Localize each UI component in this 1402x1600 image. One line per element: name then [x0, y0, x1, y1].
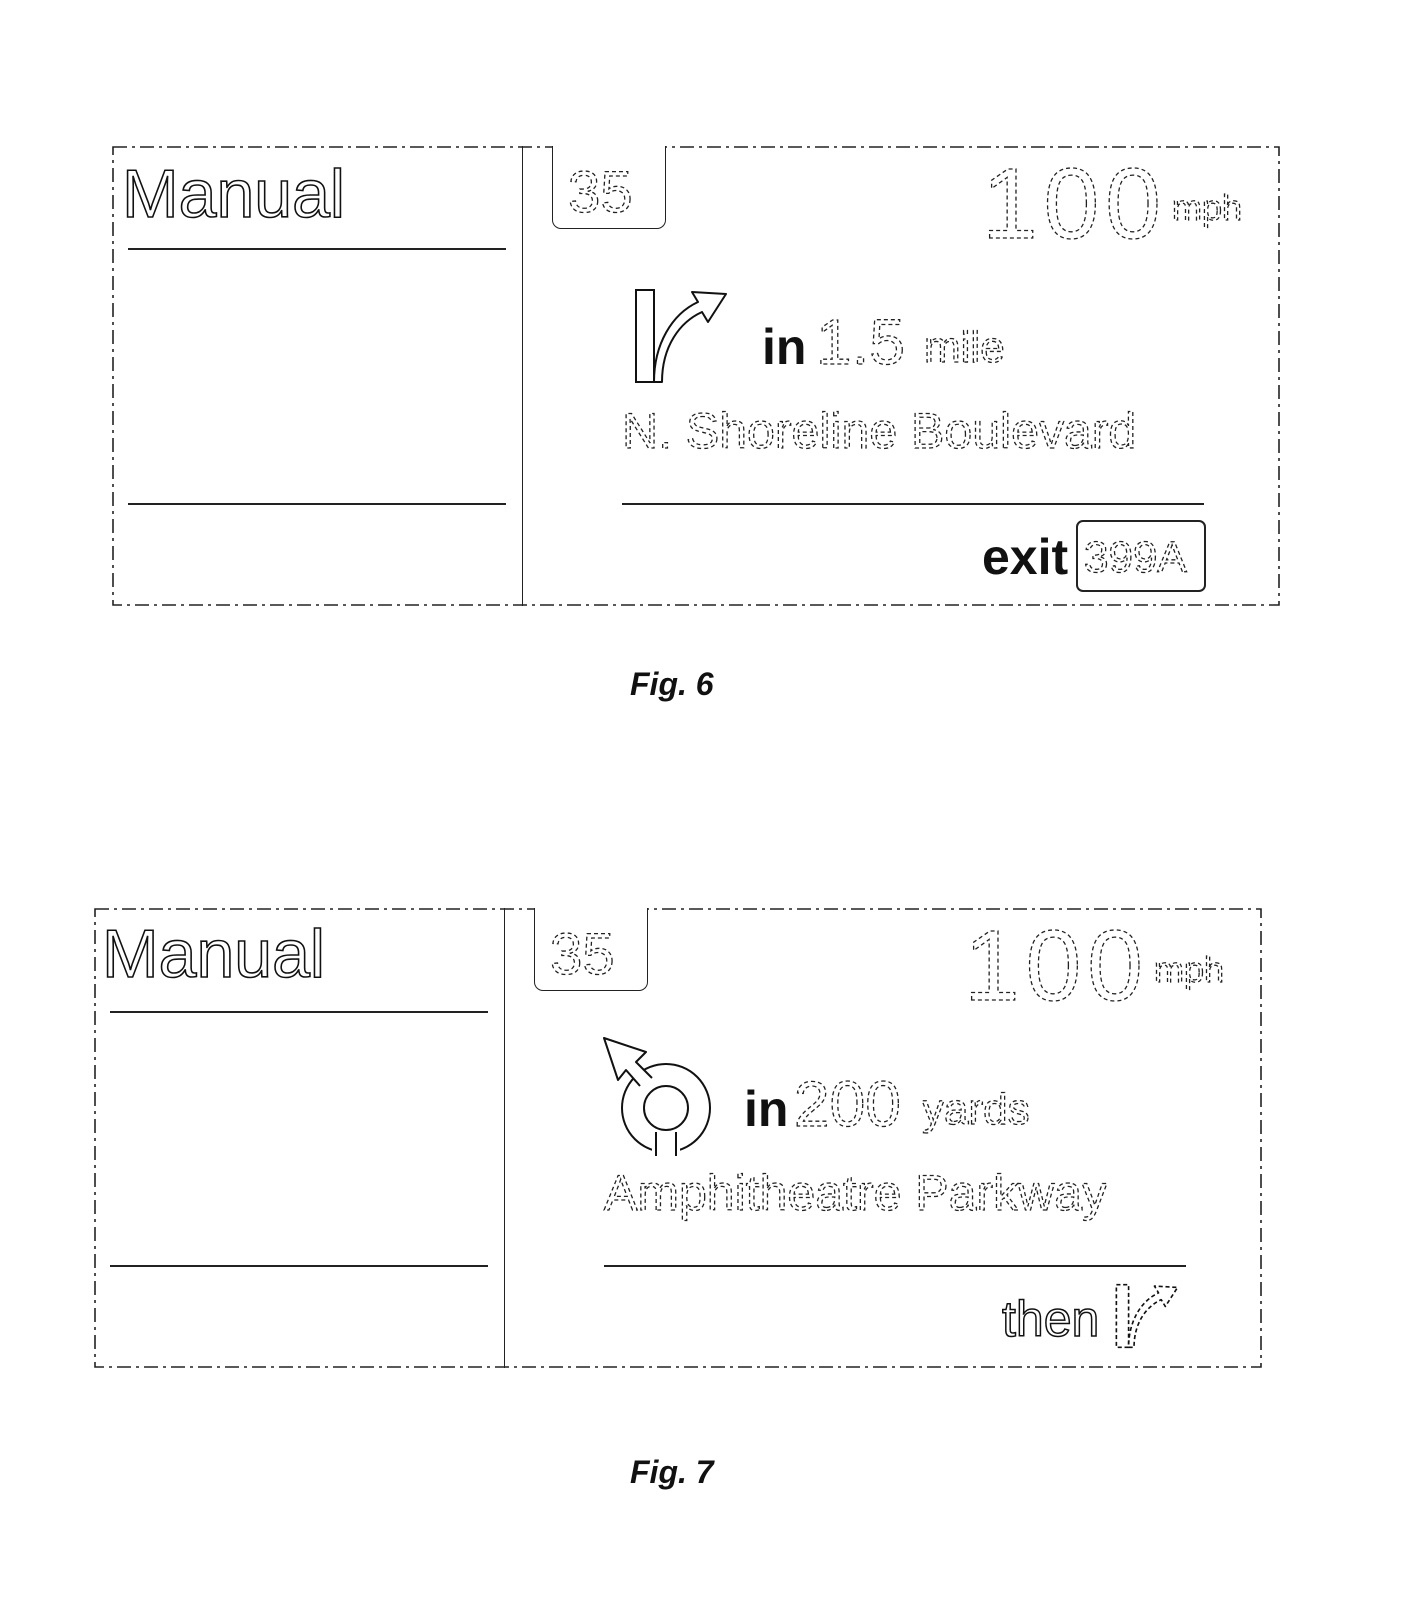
fig6-left-rule-bottom	[128, 503, 506, 505]
fig6-exit-label: exit	[982, 529, 1069, 585]
fig7-then-label: then	[1002, 1291, 1100, 1347]
svg-text:100: 100	[982, 148, 1167, 260]
fig7-current-speed	[964, 910, 1149, 1022]
fig7-right-rule	[604, 1265, 1186, 1267]
turn-right-arrow-icon	[634, 286, 734, 386]
fig6-caption: Fig. 6	[630, 666, 714, 702]
fig6-column-divider	[522, 146, 523, 606]
fig7-street-name	[604, 1158, 1164, 1222]
fig6-mode-label: Manual	[122, 156, 346, 232]
svg-text:Amphitheatre Parkway: Amphitheatre Parkway	[604, 1165, 1108, 1221]
fig7-mode-label: Manual	[102, 916, 326, 992]
svg-text:mph: mph	[1172, 187, 1243, 228]
fig7-display-panel	[94, 908, 1262, 1368]
fig7-column-divider	[504, 908, 505, 1368]
fig7-caption: Fig. 7	[630, 1454, 714, 1490]
fig6-street-name	[622, 396, 1152, 460]
svg-text:35: 35	[568, 160, 633, 225]
fig6-distance-value	[816, 306, 926, 376]
fig7-distance-unit	[922, 1082, 1052, 1138]
svg-text:yards: yards	[922, 1085, 1030, 1134]
fig6-in-label: in	[762, 319, 807, 375]
fig6-exit-number	[1082, 526, 1202, 586]
fig6-left-rule-top	[128, 248, 506, 250]
roundabout-arrow-icon	[600, 1036, 720, 1156]
fig6-display-panel	[112, 146, 1280, 606]
svg-text:200: 200	[794, 1068, 901, 1140]
svg-text:mile: mile	[924, 323, 1005, 372]
svg-text:1.5: 1.5	[816, 306, 905, 378]
fig6-distance-unit	[924, 320, 1034, 372]
svg-text:100: 100	[964, 910, 1149, 1022]
fig6-right-rule	[622, 503, 1204, 505]
fig6-speed-limit-value	[562, 156, 662, 224]
svg-text:399A: 399A	[1084, 533, 1187, 582]
svg-text:35: 35	[550, 922, 615, 987]
fig7-distance-value	[794, 1066, 924, 1140]
fig7-in-label: in	[744, 1081, 789, 1137]
fig7-speed-limit-value	[544, 918, 644, 986]
fig7-left-rule-bottom	[110, 1265, 488, 1267]
fig6-current-speed	[982, 148, 1167, 260]
svg-text:N. Shoreline Boulevard: N. Shoreline Boulevard	[622, 403, 1137, 459]
turn-right-arrow-icon	[1112, 1282, 1186, 1350]
fig6-speed-unit	[1172, 182, 1272, 232]
svg-text:mph: mph	[1154, 949, 1225, 990]
fig7-speed-unit	[1154, 944, 1254, 994]
fig7-left-rule-top	[110, 1011, 488, 1013]
